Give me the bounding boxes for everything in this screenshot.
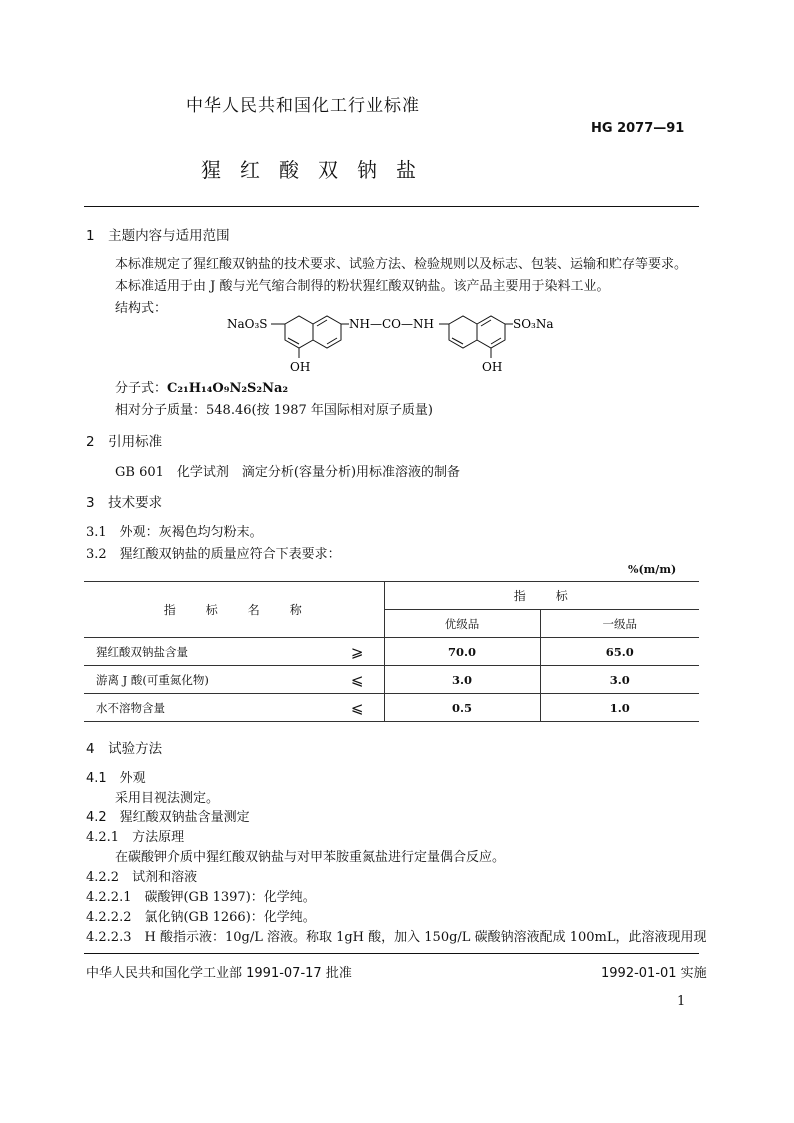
section-1-para-1: 本标准规定了猩红酸双钠盐的技术要求、试验方法、检验规则以及标志、包装、运输和贮存等要求。 xyxy=(115,257,688,272)
section-4-1-para: 采用目视法测定。 xyxy=(115,791,220,806)
col-header-grade-2: 一级品 xyxy=(540,610,699,638)
row-value-grade-1: 3.0 xyxy=(384,666,540,694)
col-header-index: 指 标 xyxy=(384,582,699,610)
formula-line xyxy=(115,377,288,396)
row-value-grade-2: 3.0 xyxy=(540,666,699,694)
section-4-2: 4.2 猩红酸双钠盐含量测定 xyxy=(86,810,250,825)
section-4-2-2-3: 4.2.2.3 H 酸指示液：10g/L 溶液。称取 1gH 酸，加入 150g/L 碳酸钠溶液配成 100mL，此溶液现用现 xyxy=(86,930,707,945)
table-unit: %(m/m) xyxy=(628,563,677,576)
structure-label: 结构式： xyxy=(115,301,168,316)
comparison-symbol: ⩽ xyxy=(350,699,364,717)
table-row xyxy=(84,666,699,694)
section-3-1: 3.1 外观：灰褐色均匀粉末。 xyxy=(86,525,263,540)
section-4-2-2-2: 4.2.2.2 氯化钠(GB 1266)：化学纯。 xyxy=(86,910,316,925)
row-value-grade-1: 0.5 xyxy=(384,694,540,722)
row-value-grade-2: 65.0 xyxy=(540,638,699,666)
section-3-heading: 3 技术要求 xyxy=(86,495,163,511)
section-1-heading: 1 主题内容与适用范围 xyxy=(86,228,230,244)
page-title: 猩红酸双钠盐 xyxy=(201,158,435,182)
footer-rule xyxy=(84,953,699,954)
row-name: 猩红酸双钠盐含量 xyxy=(96,644,188,659)
right-sulfonate-group: SO₃Na xyxy=(513,317,554,331)
page-number: 1 xyxy=(677,994,686,1009)
standard-org: 中华人民共和国化工行业标准 xyxy=(186,96,420,116)
molecular-formula: C₂₁H₁₄O₉N₂S₂Na₂ xyxy=(167,381,289,396)
structural-formula xyxy=(225,300,565,378)
section-1-para-2: 本标准适用于由 J 酸与光气缩合制得的粉状猩红酸双钠盐。该产品主要用于染料工业。 xyxy=(115,279,610,294)
row-value-grade-1: 70.0 xyxy=(384,638,540,666)
table-row xyxy=(84,694,699,722)
section-4-2-1: 4.2.1 方法原理 xyxy=(86,830,185,845)
section-4-1: 4.1 外观 xyxy=(86,771,146,786)
table-row xyxy=(84,638,699,666)
left-hydroxyl: OH xyxy=(290,360,311,374)
comparison-symbol: ⩾ xyxy=(350,643,364,661)
molecular-mass: 相对分子质量：548.46(按 1987 年国际相对原子质量) xyxy=(115,403,433,418)
effective-date: 1992-01-01 实施 xyxy=(601,966,707,981)
section-4-heading: 4 试验方法 xyxy=(86,741,163,757)
section-4-2-2-1: 4.2.2.1 碳酸钾(GB 1397)：化学纯。 xyxy=(86,890,316,905)
row-name: 游离 J 酸(可重氮化物) xyxy=(96,672,209,687)
col-header-grade-1: 优级品 xyxy=(384,610,540,638)
section-2-heading: 2 引用标准 xyxy=(86,434,163,450)
right-hydroxyl: OH xyxy=(482,360,503,374)
approval-line: 中华人民共和国化学工业部 1991-07-17 批准 xyxy=(86,966,352,981)
reference-standard: GB 601 化学试剂 滴定分析(容量分析)用标准溶液的制备 xyxy=(115,465,461,480)
urea-bridge: NH—CO—NH xyxy=(349,317,434,331)
col-header-name: 指 标 名 称 xyxy=(84,582,384,638)
header-rule xyxy=(84,206,699,207)
section-4-2-2: 4.2.2 试剂和溶液 xyxy=(86,870,198,885)
section-4-2-1-para: 在碳酸钾介质中猩红酸双钠盐与对甲苯胺重氮盐进行定量偶合反应。 xyxy=(115,850,506,865)
spec-table xyxy=(84,581,699,722)
left-sulfonate-group: NaO₃S xyxy=(227,317,268,331)
row-value-grade-2: 1.0 xyxy=(540,694,699,722)
row-name: 水不溶物含量 xyxy=(96,700,165,715)
comparison-symbol: ⩽ xyxy=(350,671,364,689)
standard-code: HG 2077—91 xyxy=(591,121,685,136)
formula-label: 分子式： xyxy=(115,381,168,396)
section-3-2: 3.2 猩红酸双钠盐的质量应符合下表要求： xyxy=(86,547,341,562)
